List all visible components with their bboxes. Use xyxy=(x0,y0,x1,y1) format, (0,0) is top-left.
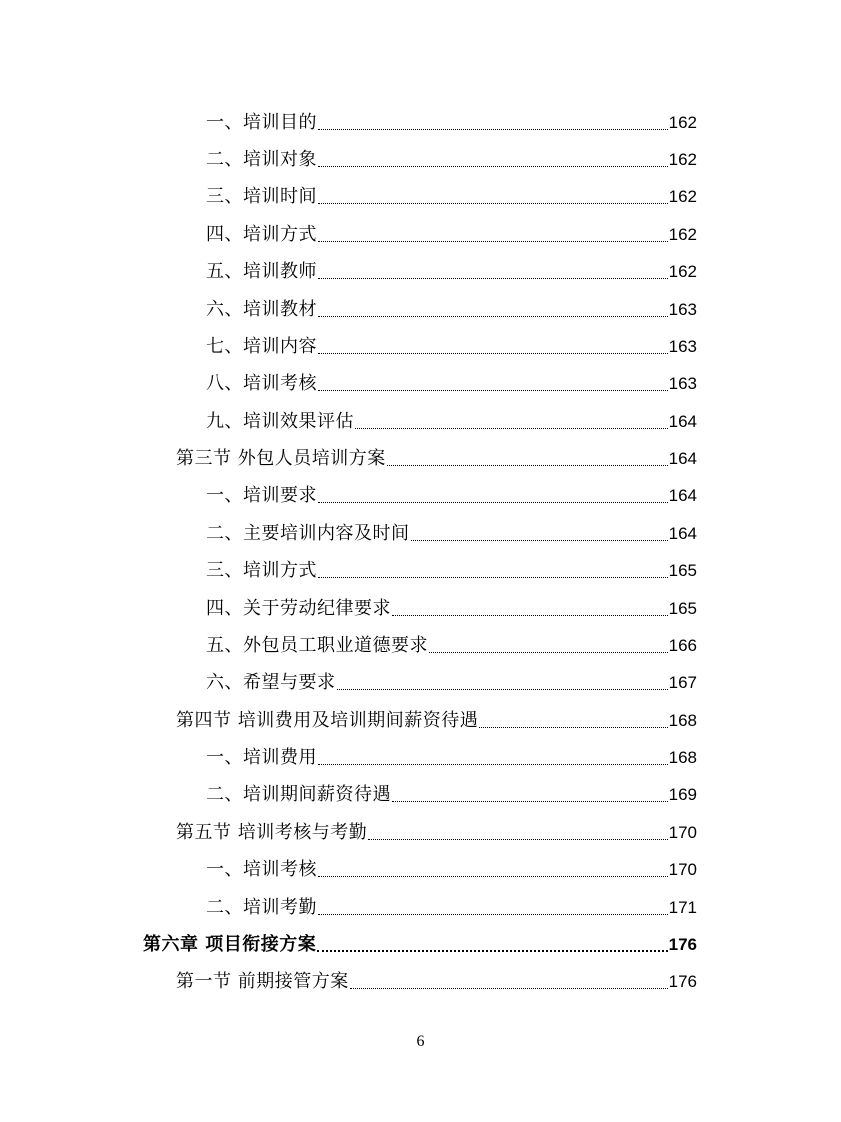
toc-entry-page: 167 xyxy=(668,673,697,692)
dot-leader xyxy=(318,315,668,317)
dot-leader xyxy=(392,800,668,802)
toc-entry-page: 176 xyxy=(668,972,697,991)
toc-entry[interactable] xyxy=(206,290,697,320)
toc-entry[interactable] xyxy=(206,476,697,506)
toc-entry-page: 168 xyxy=(668,748,697,767)
toc-entry[interactable] xyxy=(206,215,697,245)
toc-entry-title: 九、培训效果评估 xyxy=(206,411,354,432)
toc-entry-title: 一、培训费用 xyxy=(206,747,317,768)
dot-leader xyxy=(318,501,668,503)
toc-entry-page: 165 xyxy=(668,599,697,618)
dot-leader xyxy=(387,464,668,466)
toc-entry-page: 169 xyxy=(668,785,697,804)
toc-entry[interactable] xyxy=(206,327,697,357)
toc-entry-page: 162 xyxy=(668,150,697,169)
toc-entry[interactable] xyxy=(206,775,697,805)
toc-entry[interactable] xyxy=(206,589,697,619)
toc-entry-page: 166 xyxy=(668,636,697,655)
toc-entry-title: 六、希望与要求 xyxy=(206,672,336,693)
dot-leader xyxy=(317,949,667,952)
dot-leader xyxy=(479,726,667,728)
toc-entry-page: 162 xyxy=(668,225,697,244)
toc-entry[interactable] xyxy=(206,514,697,544)
toc-entry[interactable] xyxy=(206,626,697,656)
toc-entry-page: 164 xyxy=(668,412,697,431)
toc-entry-page: 171 xyxy=(668,898,697,917)
toc-entry-page: 163 xyxy=(668,337,697,356)
toc-entry-title: 三、培训时间 xyxy=(206,186,317,207)
dot-leader xyxy=(429,651,668,653)
dot-leader xyxy=(318,763,668,765)
dot-leader xyxy=(318,240,668,242)
toc-entry-page: 162 xyxy=(668,113,697,132)
toc-entry[interactable] xyxy=(206,402,697,432)
toc-entry-title: 五、外包员工职业道德要求 xyxy=(206,635,428,656)
dot-leader xyxy=(318,352,668,354)
dot-leader xyxy=(318,389,668,391)
toc-entry[interactable] xyxy=(206,177,697,207)
toc-entry[interactable] xyxy=(206,738,697,768)
toc-entry-page: 176 xyxy=(668,935,697,954)
toc-entry-section[interactable] xyxy=(176,813,697,843)
toc-entry-page: 165 xyxy=(668,561,697,580)
page-number: 6 xyxy=(416,1033,425,1050)
toc-entry-title: 八、培训考核 xyxy=(206,373,317,394)
toc-entry[interactable] xyxy=(206,140,697,170)
toc-entry-title: 三、培训方式 xyxy=(206,560,317,581)
toc-entry[interactable] xyxy=(206,551,697,581)
dot-leader xyxy=(368,838,667,840)
toc-entry-title: 四、培训方式 xyxy=(206,224,317,245)
toc-entry-title: 二、培训考勤 xyxy=(206,897,317,918)
dot-leader xyxy=(392,614,668,616)
toc-entry-title: 一、培训要求 xyxy=(206,485,317,506)
toc-entry-title: 七、培训内容 xyxy=(206,336,317,357)
toc-entry-section[interactable] xyxy=(176,701,697,731)
toc-entry-title: 五、培训教师 xyxy=(206,261,317,282)
toc-entry-page: 164 xyxy=(668,524,697,543)
toc-entry-page: 163 xyxy=(668,300,697,319)
dot-leader xyxy=(350,987,668,989)
dot-leader xyxy=(355,427,668,429)
toc-entry[interactable] xyxy=(206,850,697,880)
toc-entry-title: 第四节 培训费用及培训期间薪资待遇 xyxy=(176,710,479,731)
dot-leader xyxy=(318,913,668,915)
toc-entry-page: 162 xyxy=(668,187,697,206)
dot-leader xyxy=(318,165,668,167)
toc-entry-title: 第六章 项目衔接方案 xyxy=(143,934,317,955)
toc-entry-section[interactable] xyxy=(176,439,697,469)
dot-leader xyxy=(337,688,668,690)
toc-entry-section[interactable] xyxy=(176,962,697,992)
dot-leader xyxy=(318,277,668,279)
toc-entry-title: 四、关于劳动纪律要求 xyxy=(206,598,391,619)
toc-entry-page: 170 xyxy=(668,823,697,842)
toc-entry-page: 163 xyxy=(668,374,697,393)
toc-entry-title: 二、主要培训内容及时间 xyxy=(206,523,410,544)
toc-entry-chapter[interactable] xyxy=(143,925,697,955)
dot-leader xyxy=(318,875,668,877)
dot-leader xyxy=(318,202,668,204)
toc-entry-page: 164 xyxy=(668,449,697,468)
toc-entry[interactable] xyxy=(206,252,697,282)
toc-entry-page: 162 xyxy=(668,262,697,281)
dot-leader xyxy=(411,539,668,541)
toc-entry-title: 第三节 外包人员培训方案 xyxy=(176,448,386,469)
toc-entry[interactable] xyxy=(206,364,697,394)
toc-entry-title: 第一节 前期接管方案 xyxy=(176,971,349,992)
toc-entry[interactable] xyxy=(206,103,697,133)
toc-entry-title: 二、培训对象 xyxy=(206,149,317,170)
dot-leader xyxy=(318,576,668,578)
toc-entry-title: 二、培训期间薪资待遇 xyxy=(206,784,391,805)
toc-entry-title: 第五节 培训考核与考勤 xyxy=(176,822,368,843)
toc-entry-page: 170 xyxy=(668,860,697,879)
toc-entry-title: 一、培训考核 xyxy=(206,859,317,880)
toc-entry-title: 六、培训教材 xyxy=(206,299,317,320)
toc-entry-page: 164 xyxy=(668,486,697,505)
toc-entry-page: 168 xyxy=(668,711,697,730)
toc-entry[interactable] xyxy=(206,888,697,918)
toc-entry-title: 一、培训目的 xyxy=(206,112,317,133)
toc-entry[interactable] xyxy=(206,663,697,693)
dot-leader xyxy=(318,128,668,130)
